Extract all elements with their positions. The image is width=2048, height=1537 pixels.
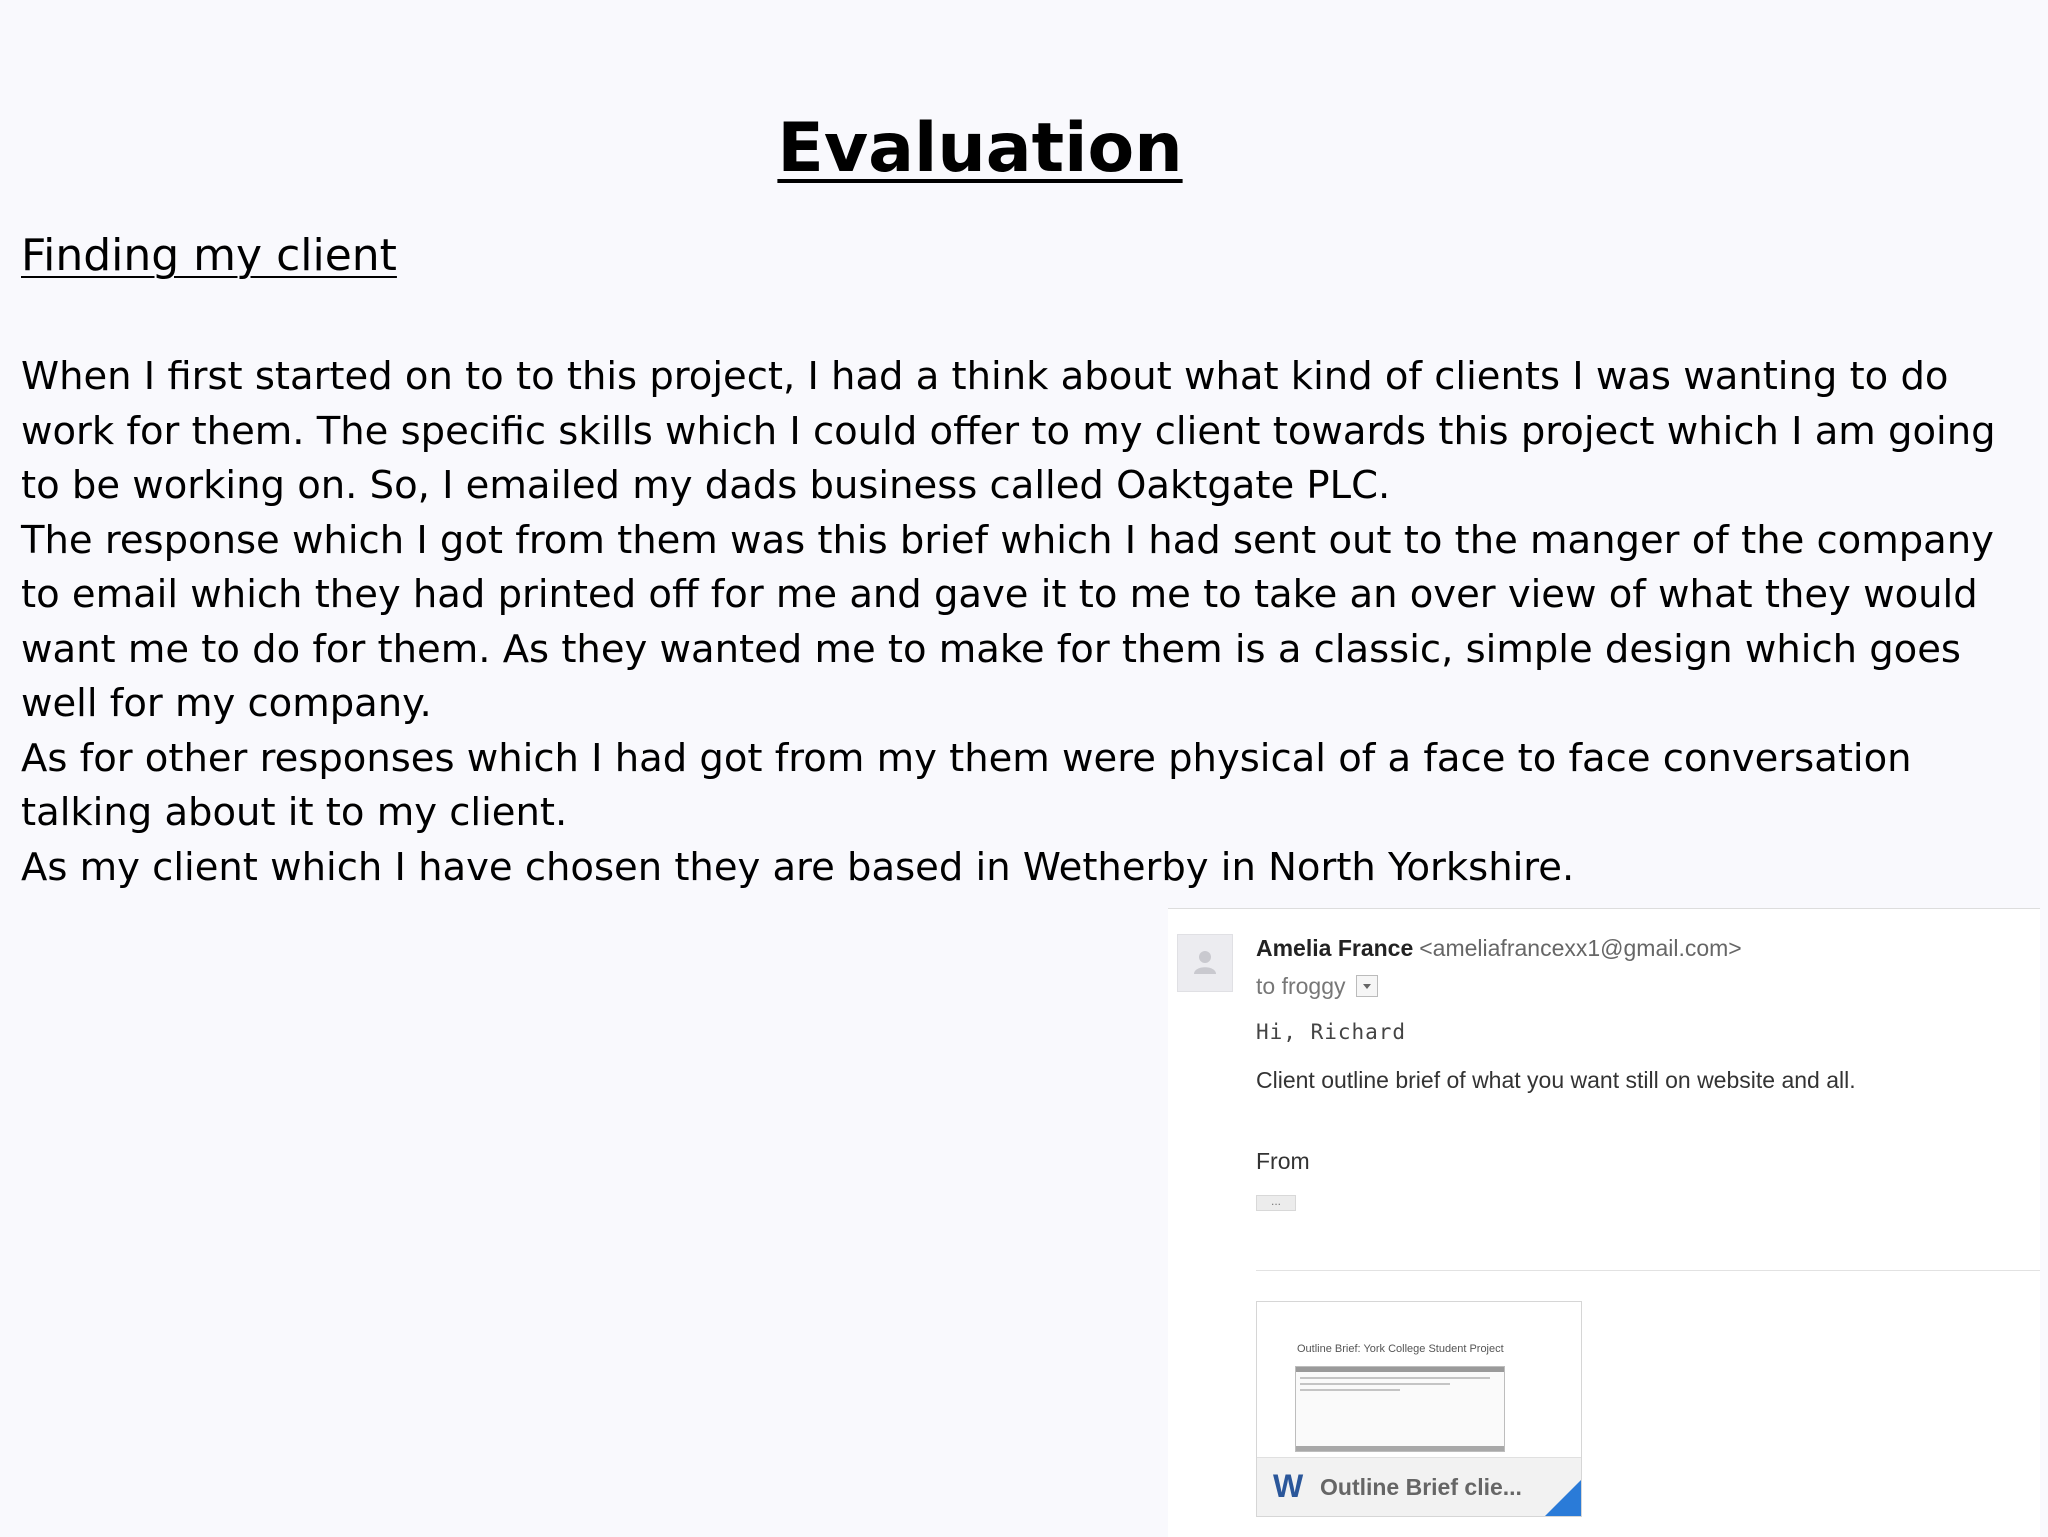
person-icon	[1194, 950, 1216, 974]
paragraph-3: As for other responses which I had got from my them were physical of a face to face conversation talking about it to my client.	[21, 735, 1912, 835]
email-message: Client outline brief of what you want still on website and all.	[1256, 1067, 1856, 1093]
attachment-card[interactable]	[1256, 1301, 1582, 1517]
email-from-label: From	[1256, 1148, 1310, 1174]
slide-title	[0, 105, 1960, 193]
paragraph-2: The response which I got from them was this brief which I had sent out to the manger of the company to email which they had printed off for me and gave it to me to take an over view of what they would want me to do for them. As they wanted me to make for them is a classic, simple design which goes well for my company.	[21, 517, 1994, 726]
sender-line	[1256, 933, 1742, 963]
sender-email: <ameliafrancexx1@gmail.com>	[1419, 935, 1742, 961]
preview-line	[1300, 1389, 1400, 1391]
email-screenshot	[1168, 908, 2040, 1537]
divider	[1256, 1270, 2040, 1271]
word-document-icon: W	[1273, 1468, 1304, 1504]
recipient-text: to froggy	[1256, 973, 1346, 999]
avatar	[1177, 934, 1233, 992]
email-greeting: Hi, Richard	[1256, 1020, 1407, 1044]
slide-title-text: Evaluation	[777, 109, 1183, 188]
body-text	[21, 350, 2031, 895]
preview-line	[1300, 1377, 1490, 1379]
show-trimmed-content-button[interactable]: ...	[1256, 1195, 1296, 1211]
section-heading: Finding my client	[21, 230, 397, 281]
paragraph-4: As my client which I have chosen they are based in Wetherby in North Yorkshire.	[21, 844, 1575, 890]
preview-footer-bar	[1296, 1446, 1504, 1451]
attachment-preview-table	[1295, 1366, 1505, 1452]
attachment-preview-title: Outline Brief: York College Student Project	[1297, 1343, 1504, 1355]
attachment-file-name: Outline Brief clie...	[1320, 1474, 1522, 1500]
preview-line	[1300, 1383, 1450, 1385]
attachment-footer	[1257, 1457, 1581, 1516]
corner-fold-icon	[1545, 1480, 1581, 1516]
recipient-line	[1256, 971, 1378, 1001]
paragraph-1: When I first started on to to this project, I had a think about what kind of clients I was wanting to do work for them. The specific skills which I could offer to my client towards this project which I am going to be working on. So, I emailed my dads business called Oaktgate PLC.	[21, 354, 1996, 508]
chevron-down-icon[interactable]	[1356, 975, 1378, 997]
preview-header-bar	[1296, 1367, 1504, 1372]
sender-name: Amelia France	[1256, 935, 1414, 961]
